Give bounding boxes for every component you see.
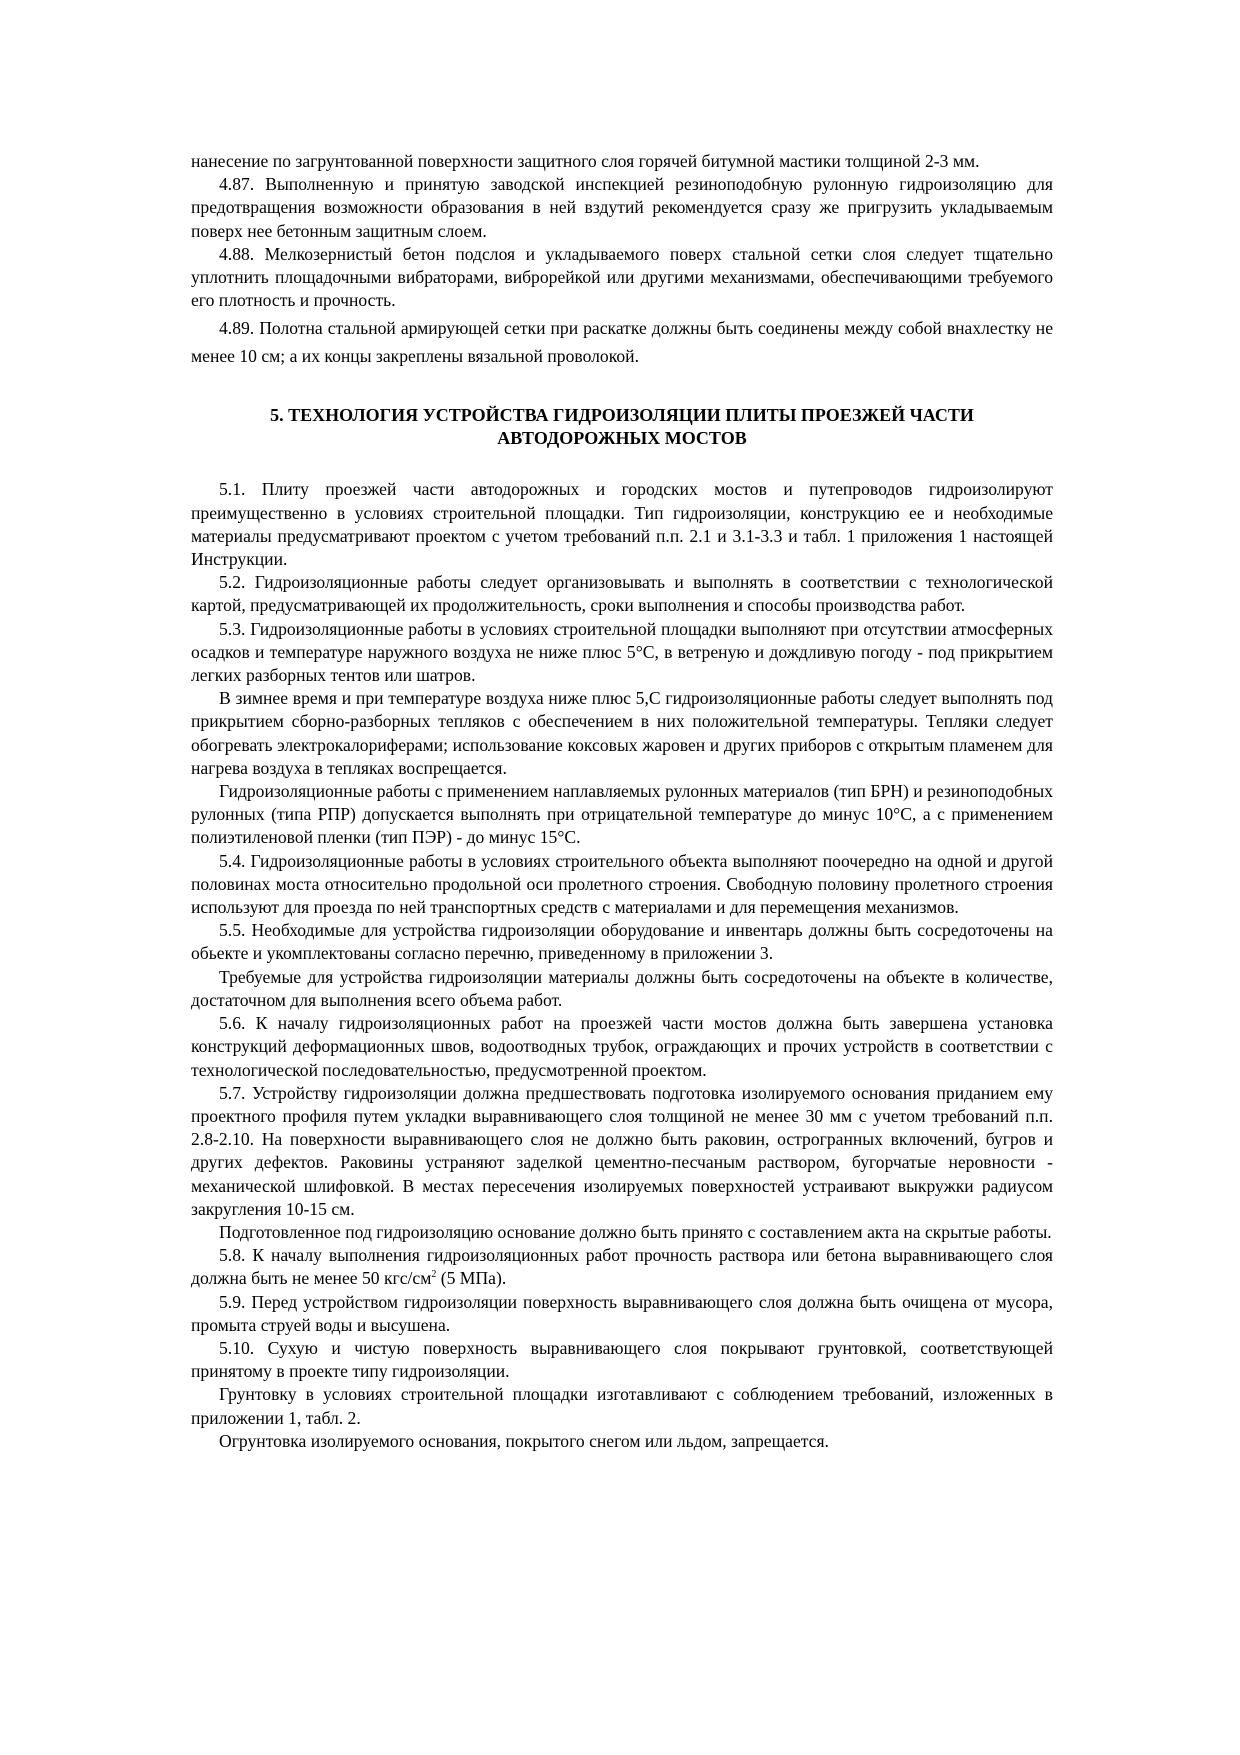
paragraph-5-10: 5.10. Сухую и чистую поверхность выравнивающего слоя покрывают грунтовкой, соответствующей принятому в проекте типу гидроизоляции. [191, 1337, 1053, 1382]
paragraph-winter-conditions: В зимнее время и при температуре воздуха ниже плюс 5,С гидроизоляционные работы следует выполнять под прикрытием сборно-разборных тепляков с обеспечением в них положительной температуры. Тепляки следует обогревать электрокалориферами; использование коксовых жаровен и других приборов с открытым пламенем для нагрева воздуха в тепляках воспрещается. [191, 688, 1053, 778]
paragraph-5-5: 5.5. Необходимые для устройства гидроизоляции оборудование и инвентарь должны быть сосредоточены на обьекте и укомплектованы согласно перечню, приведенному в приложении 3. [191, 920, 1053, 964]
square-superscript: 2 [431, 1269, 437, 1281]
paragraph-primer-preparation: Грунтовку в условиях строительной площадки изготавливают с соблюдением требований, изложенных в приложении 1, табл. 2. [191, 1384, 1053, 1428]
paragraph-5-3: 5.3. Гидроизоляционные работы в условиях строительной площадки выполняют при отсутствии атмосферных осадков и температуре наружного воздуха не ниже плюс 5°С, в ветреную и дождливую погоду - под прикрытием легких разборных тентов или шатров. [191, 618, 1053, 686]
paragraph-4-87: 4.87. Выполненную и принятую заводской инспекцией резиноподобную рулонную гидроизоляцию для предотвращения возможности образования в ней вздутий рекомендуется сразу же пригрузить укладываемым поверх нее бетонным защитным слоем. [191, 174, 1053, 241]
paragraph-5-8 [191, 1244, 1053, 1290]
paragraph-5-8-unit-text: (5 МПа). [436, 1268, 507, 1289]
paragraph-materials-required: Требуемые для устройства гидроизоляции материалы должны быть сосредоточены на объекте в количестве, достаточном для выполнения всего объема работ. [191, 966, 1053, 1010]
paragraph-5-4: 5.4. Гидроизоляционные работы в условиях строительного объекта выполняют поочередно на одной и другой половинах моста относительно продольной оси пролетного строения. Свободную половину пролетного строения используют для проезда по ней транспортных средств с материалами и для перемещения механизмов. [191, 850, 1053, 918]
paragraph-5-6: 5.6. К началу гидроизоляционных работ на проезжей части мостов должна быть завершена установка конструкций деформационных швов, водоотводных трубок, ограждающих и прочих устройств в соответствии с технологической последовательностью, предусмотренной проектом. [191, 1013, 1053, 1080]
paragraph-5-8-main-text: 5.8. К началу выполнения гидроизоляционных работ прочность раствора или бетона выравнивающего слоя должна быть не менее 50 кгс/см [191, 1245, 1053, 1289]
paragraph-5-1: 5.1. Плиту проезжей части автодорожных и городских мостов и путепроводов гидроизолируют преимущественно в условиях строительной площадки. Тип гидроизоляции, конструкцию ее и необходимые материалы предусматривают проектом с учетом требований п.п. 2.1 и 3.1-3.3 и табл. 1 приложения 1 настоящей Инструкции. [191, 479, 1053, 570]
paragraph-5-7: 5.7. Устройству гидроизоляции должна предшествовать подготовка изолируемого основания приданием ему проектного профиля путем укладки выравнивающего слоя толщиной не менее 30 мм с учетом требований п.п. 2.8-2.10. На поверхности выравнивающего слоя не должно быть раковин, острогранных включений, бугров и других дефектов. Раковины устраняют заделкой цементно-песчаным раствором, бугорчатые неровности - механической шлифовкой. В местах пересечения изолируемых поверхностей устраивают выкружки радиусом закругления 10-15 см. [191, 1082, 1053, 1219]
paragraph-5-2: 5.2. Гидроизоляционные работы следует организовывать и выполнять в соответствии с технологической картой, предусматривающей их продолжительность, сроки выполнения и способы производства работ. [191, 572, 1053, 616]
paragraph-4-89: 4.89. Полотна стальной армирующей сетки при раскатке должны быть соединены между собой внахлестку не менее 10 см; а их концы закреплены вязальной проволокой. [191, 318, 1053, 367]
paragraph-4-88: 4.88. Мелкозернистый бетон подслоя и укладываемого поверх стальной сетки слоя следует тщательно уплотнить площадочными вибраторами, виброрейкой или другими механизмами, обеспечивающими требуемого его плотность и прочность. [191, 243, 1053, 311]
section-heading: 5. ТЕХНОЛОГИЯ УСТРОЙСТВА ГИДРОИЗОЛЯЦИИ ПЛИТЫ ПРОЕЗЖЕЙ ЧАСТИ АВТОДОРОЖНЫХ МОСТОВ [270, 405, 974, 449]
paragraph-5-9: 5.9. Перед устройством гидроизоляции поверхность выравнивающего слоя должна быть очищена от мусора, промыта струей воды и высушена. [191, 1291, 1053, 1335]
paragraph-negative-temperature: Гидроизоляционные работы с применением наплавляемых рулонных материалов (тип БРН) и резиноподобных рулонных (типа РПР) допускается выполнять при отрицательной температуре до минус 10°С, а с применением полиэтиленовой пленки (тип ПЭР) - до минус 15°С. [191, 781, 1053, 848]
paragraph-prepared-base: Подготовленное под гидроизоляцию основание должно быть принято с составлением акта на скрытые работы. [219, 1221, 1052, 1242]
intro-paragraph-continuation: нанесение по загрунтованной поверхности защитного слоя горячей битумной мастики толщиной 2-3 мм. [191, 151, 980, 171]
document-page [191, 150, 1053, 1453]
paragraph-primer-prohibition: Огрунтовка изолируемого основания, покрытого снегом или льдом, запрещается. [219, 1430, 829, 1451]
